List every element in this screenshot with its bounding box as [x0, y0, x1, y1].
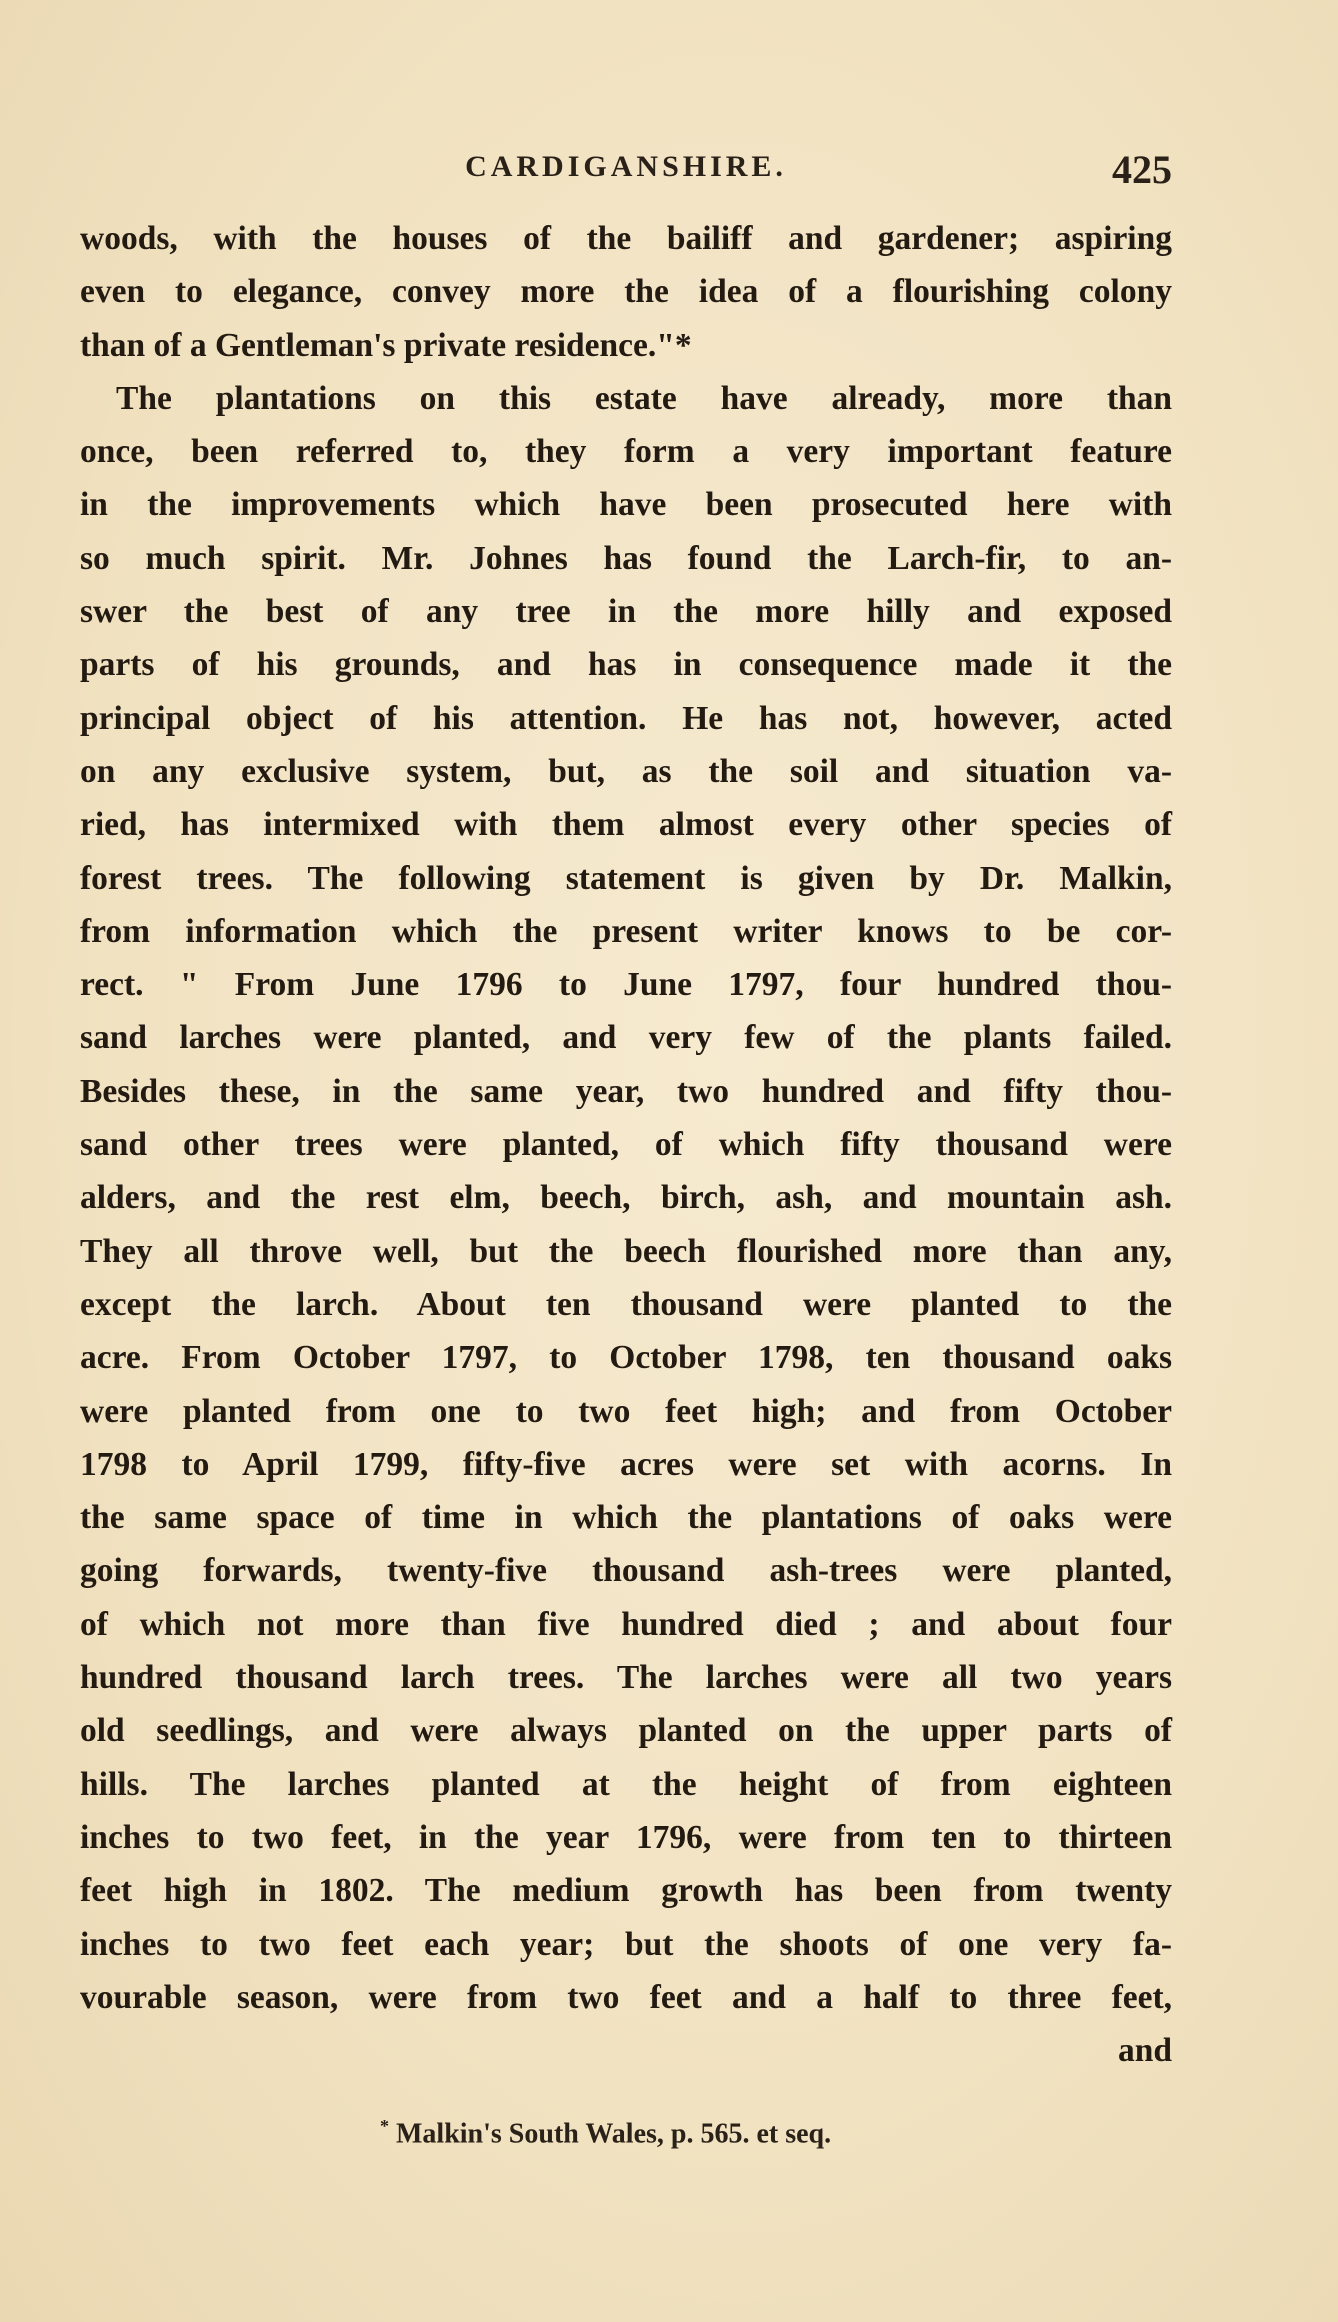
text-line: parts of his grounds, and has in consequence made it the [80, 646, 1172, 684]
page-number: 425 [1112, 147, 1172, 192]
body-text [80, 212, 1172, 2077]
footnote-text: Malkin's South Wales, p. 565. et seq. [396, 2118, 832, 2150]
text-line: of which not more than five hundred died ; and about four [80, 1605, 1172, 1643]
text-line: principal object of his attention. He has not, however, acted [80, 699, 1172, 737]
text-line: alders, and the rest elm, beech, birch, ash, and mountain ash. [80, 1179, 1172, 1217]
running-head: CARDIGANSHIRE. [465, 150, 787, 183]
page-header [80, 147, 1172, 194]
footnote-marker: * [380, 2116, 389, 2136]
text-line: inches to two feet, in the year 1796, were from ten to thirteen [80, 1818, 1172, 1856]
text-line: ried, has intermixed with them almost every other species of [80, 806, 1172, 844]
text-line: sand larches were planted, and very few of the plants failed. [80, 1019, 1172, 1057]
text-line: They all throve well, but the beech flourished more than any, [80, 1232, 1172, 1270]
text-line: even to elegance, convey more the idea of a flourishing colony [80, 273, 1172, 311]
text-line: the same space of time in which the plantations of oaks were [80, 1499, 1172, 1537]
text-line: old seedlings, and were always planted on the upper parts of [80, 1712, 1172, 1750]
text-line: swer the best of any tree in the more hilly and exposed [80, 593, 1172, 631]
text-line: vourable season, were from two feet and a half to three feet, [80, 1978, 1172, 2016]
text-line: woods, with the houses of the bailiff and gardener; aspiring [80, 220, 1172, 257]
text-line: forest trees. The following statement is given by Dr. Malkin, [80, 859, 1172, 897]
text-line: hills. The larches planted at the height of from eighteen [80, 1765, 1172, 1803]
text-line: from information which the present writer knows to be cor- [80, 912, 1172, 950]
text-line: going forwards, twenty-five thousand ash-trees were planted, [80, 1552, 1172, 1590]
text-line: so much spirit. Mr. Johnes has found the Larch-fir, to an- [80, 539, 1172, 577]
text-line: once, been referred to, they form a very important feature [80, 433, 1172, 471]
text-line: were planted from one to two feet high; and from October [80, 1392, 1172, 1430]
text-line: feet high in 1802. The medium growth has been from twenty [80, 1872, 1172, 1910]
text-line: Besides these, in the same year, two hundred and fifty thou- [80, 1072, 1172, 1110]
catchword: and [1117, 2032, 1172, 2070]
text-line: inches to two feet each year; but the shoots of one very fa- [80, 1925, 1172, 1963]
text-line: The plantations on this estate have already, more than [116, 379, 1172, 417]
text-line: on any exclusive system, but, as the soil and situation va- [80, 752, 1172, 790]
text-line: rect. " From June 1796 to June 1797, four hundred thou- [80, 966, 1172, 1004]
text-line: 1798 to April 1799, fifty-five acres were set with acorns. In [80, 1445, 1172, 1483]
text-line: acre. From October 1797, to October 1798, ten thousand oaks [80, 1339, 1172, 1377]
text-line: hundred thousand larch trees. The larches were all two years [80, 1659, 1172, 1697]
text-line: in the improvements which have been prosecuted here with [80, 486, 1172, 524]
text-line: sand other trees were planted, of which fifty thousand were [80, 1126, 1172, 1164]
text-line: than of a Gentleman's private residence."* [80, 326, 692, 364]
text-line: except the larch. About ten thousand were planted to the [80, 1285, 1172, 1323]
footnote [380, 2116, 831, 2150]
